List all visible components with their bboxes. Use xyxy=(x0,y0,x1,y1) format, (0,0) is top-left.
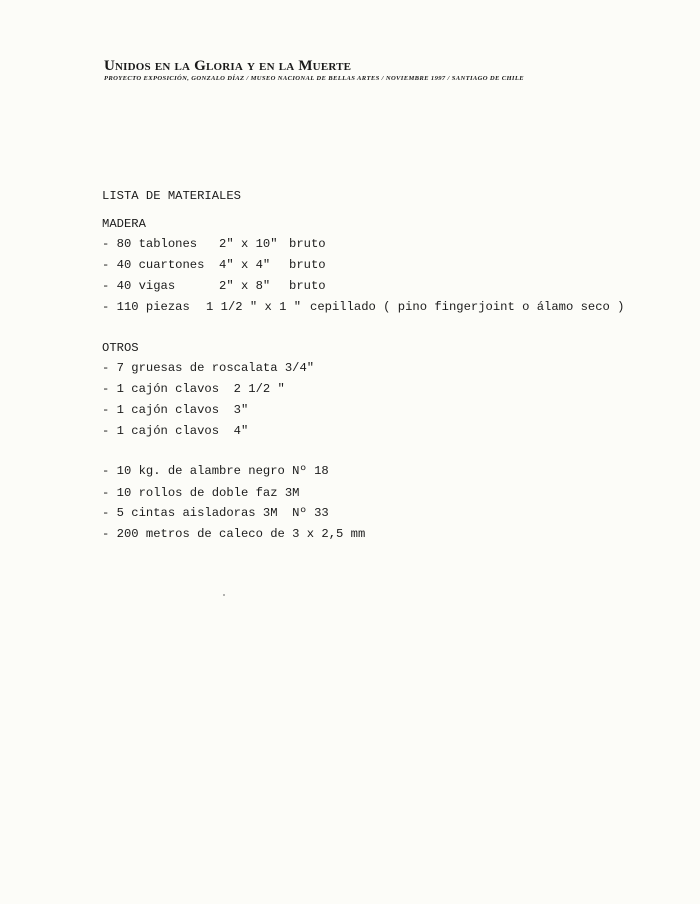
list-item: - 1 cajón clavos 4" xyxy=(102,424,249,438)
item-size: 1 1/2 " x 1 " xyxy=(206,300,302,314)
list-item: - 5 cintas aisladoras 3M Nº 33 xyxy=(102,506,329,520)
list-item: - 10 kg. de alambre negro Nº 18 xyxy=(102,464,329,478)
madera-heading: MADERA xyxy=(102,217,146,231)
list-item: - 200 metros de caleco de 3 x 2,5 mm xyxy=(102,527,366,541)
item-name: - 40 vigas xyxy=(102,279,176,293)
item-finish: bruto xyxy=(289,279,326,293)
item-name: - 80 tablones xyxy=(102,237,198,251)
document-title: Unidos en la Gloria y en la Muerte xyxy=(104,58,352,74)
item-finish: bruto xyxy=(289,237,326,251)
item-size: 2" x 10" xyxy=(219,237,278,251)
item-finish: bruto xyxy=(289,258,326,272)
list-item: - 1 cajón clavos 2 1/2 " xyxy=(102,382,285,396)
otros-heading: OTROS xyxy=(102,341,139,355)
document-subtitle: PROYECTO EXPOSICIÓN, GONZALO DÍAZ / MUSEO NACIONAL DE BELLAS ARTES / NOVIEMBRE 1997 / SANTIAGO DE CHILE xyxy=(104,75,524,82)
item-name: - 110 piezas xyxy=(102,300,190,314)
item-finish: cepillado ( pino fingerjoint o álamo seco ) xyxy=(310,300,625,314)
list-item: - 1 cajón clavos 3" xyxy=(102,403,249,417)
item-size: 2" x 8" xyxy=(219,279,271,293)
paper-speck xyxy=(223,594,225,596)
item-size: 4" x 4" xyxy=(219,258,271,272)
item-name: - 40 cuartones xyxy=(102,258,205,272)
list-title: LISTA DE MATERIALES xyxy=(102,189,241,203)
list-item: - 7 gruesas de roscalata 3/4" xyxy=(102,361,315,375)
list-item: - 10 rollos de doble faz 3M xyxy=(102,486,300,500)
